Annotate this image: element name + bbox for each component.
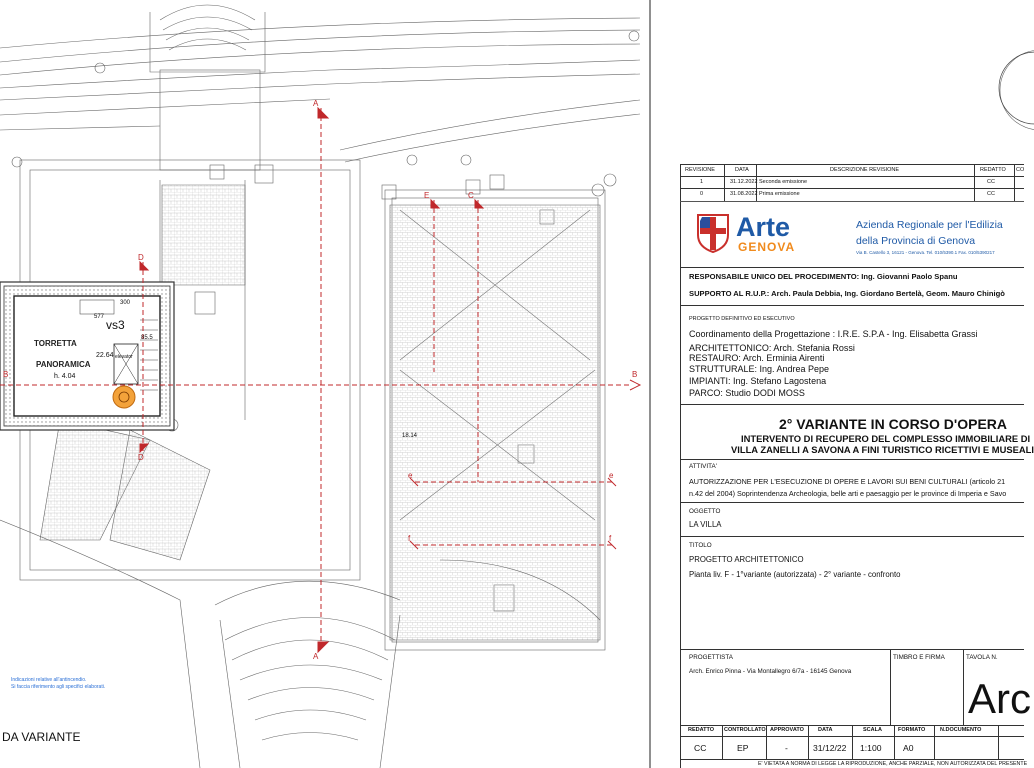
- footer-value-controllato: EP: [737, 743, 749, 753]
- rev-row1-desc: Seconda emissione: [759, 179, 808, 185]
- footer-value-redatto: CC: [694, 743, 707, 753]
- room-label-line1: TORRETTA: [34, 339, 77, 348]
- titolo-label: TITOLO: [689, 542, 712, 549]
- footer-value-formato: A0: [903, 743, 914, 753]
- fire-note-line2: Si faccia riferimento agli specifici elaborati.: [11, 684, 106, 690]
- attivita-label: ATTIVITA': [689, 463, 717, 470]
- rup-line: RESPONSABILE UNICO DEL PROCEDIMENTO: Ing. Giovanni Paolo Spanu: [689, 272, 958, 281]
- section-mark-d-bottom: D: [138, 453, 144, 462]
- room-label-line2: PANORAMICA: [36, 360, 91, 369]
- rev-row1-num: 1: [700, 179, 704, 185]
- title-block: [680, 164, 1034, 768]
- footer-value-approvato: -: [785, 743, 788, 753]
- dim-2: 300: [120, 300, 131, 306]
- dim-1: 577: [94, 314, 105, 320]
- agency-line1: Azienda Regionale per l'Edilizia: [856, 219, 1003, 231]
- rev-row1-date: 31.12.2022: [730, 179, 758, 185]
- fire-note-line1: Indicazioni relative all'antincendio.: [11, 677, 87, 683]
- rev-row2-redatto: CC: [987, 191, 995, 197]
- section-mark-f-right: f: [609, 534, 612, 543]
- oggetto-label: OGGETTO: [689, 508, 721, 515]
- stair-code: vs3: [106, 318, 125, 332]
- section-mark-a-top: A: [313, 99, 319, 108]
- tavola-value: Arc: [968, 675, 1031, 722]
- section-mark-b-right: B: [632, 370, 638, 379]
- section-mark-e-right: e: [609, 471, 614, 480]
- section-mark-a-bottom: A: [313, 652, 319, 661]
- fire-safety-icon: [113, 386, 135, 408]
- architettonico-line: ARCHITETTONICO: Arch. Stefania Rossi: [689, 343, 855, 353]
- elevator-label: elevator: [115, 354, 133, 360]
- footer-header-redatto: REDATTO: [688, 727, 715, 733]
- rev-row2-num: 0: [700, 191, 704, 197]
- room-height: h. 4.04: [54, 373, 76, 380]
- rev-row1-redatto: CC: [987, 179, 995, 185]
- agency-line2: della Provincia di Genova: [856, 235, 976, 247]
- section-mark-b-left: B: [3, 370, 9, 379]
- impianti-line: IMPIANTI: Ing. Stefano Lagostena: [689, 376, 827, 386]
- attivita-line1: AUTORIZZAZIONE PER L'ESECUZIONE DI OPERE E LAVORI SUI BENI CULTURALI (articolo 21: [689, 477, 1006, 486]
- section-mark-c: C: [468, 191, 474, 200]
- rev-row2-desc: Prima emissione: [759, 191, 800, 197]
- arte-genova-logo: [696, 213, 818, 255]
- section-mark-f-left: f: [408, 534, 411, 543]
- intervention-line1: INTERVENTO DI RECUPERO DEL COMPLESSO IMMOBILIARE DI: [741, 433, 1031, 444]
- rev-header-co: CO: [1016, 167, 1025, 173]
- section-mark-e: E: [424, 191, 430, 200]
- logo-word-arte: Arte: [736, 212, 791, 242]
- section-mark-e-left: e: [408, 471, 413, 480]
- progettista-label: PROGETTISTA: [689, 654, 733, 661]
- rev-header-redatto: REDATTO: [980, 167, 1006, 173]
- rev-row2-date: 31.08.2022: [730, 191, 758, 197]
- attivita-line2: n.42 del 2004) Soprintendenza Archeologia, belle arti e paesaggio per le province di Imperia e Savo: [689, 489, 1007, 498]
- footer-header-formato: FORMATO: [898, 727, 926, 733]
- footer-header-approvato: APPROVATO: [770, 727, 804, 733]
- agency-address: Via B. Castello 3, 16121 - Genova. Tel. 010/5390.1 Fax. 010/5390217: [856, 250, 995, 255]
- rev-header-data: DATA: [735, 167, 749, 173]
- footer-header-data: DATA: [818, 727, 833, 733]
- intervention-line2: VILLA ZANELLI A SAVONA A FINI TURISTICO RICETTIVI E MUSEALI: [731, 444, 1034, 455]
- footer-header-controllato: CONTROLLATO: [724, 727, 766, 733]
- parco-line: PARCO: Studio DODI MOSS: [689, 388, 805, 398]
- rev-header-revisione: REVISIONE: [685, 167, 715, 173]
- oggetto-value: LA VILLA: [689, 520, 722, 529]
- legal-note: E' VIETATA A NORMA DI LEGGE LA RIPRODUZIONE, ANCHE PARZIALE, NON AUTORIZZATA DEL PRESENTE: [758, 761, 1028, 767]
- timbro-label: TIMBRO E FIRMA: [893, 654, 945, 661]
- footer-header-ndocumento: N.DOCUMENTO: [940, 727, 982, 733]
- logo-word-genova: GENOVA: [738, 240, 796, 254]
- footer-value-scala: 1:100: [860, 743, 882, 753]
- strutturale-line: STRUTTURALE: Ing. Andrea Pepe: [689, 364, 830, 374]
- support-line: SUPPORTO AL R.U.P.: Arch. Paula Debbia, Ing. Giordano Bertelà, Geom. Mauro Chinigò: [689, 289, 1005, 298]
- titolo-line1: PROGETTO ARCHITETTONICO: [689, 555, 804, 564]
- project-phase: PROGETTO DEFINITIVO ED ESECUTIVO: [689, 316, 795, 322]
- coordination-line: Coordinamento della Progettazione : I.R.E. S.P.A - Ing. Elisabetta Grassi: [689, 329, 978, 339]
- dim-3: 85.5: [141, 335, 153, 341]
- progettista-value: Arch. Enrico Pinna - Via Montallegro 6/7a - 16145 Genova: [689, 668, 852, 675]
- bottom-label: DA VARIANTE: [2, 730, 81, 744]
- north-arrow-icon: [999, 52, 1034, 124]
- section-mark-d-top: D: [138, 253, 144, 262]
- level-mark: 18.14: [402, 433, 418, 439]
- variant-title: 2° VARIANTE IN CORSO D'OPERA: [779, 416, 1008, 432]
- restauro-line: RESTAURO: Arch. Erminia Airenti: [689, 353, 825, 363]
- rev-header-descrizione: DESCRIZIONE REVISIONE: [830, 167, 900, 173]
- shield-icon: [696, 213, 730, 253]
- tavola-label: TAVOLA N.: [966, 654, 998, 661]
- titolo-line2: Pianta liv. F - 1°variante (autorizzata) - 2° variante - confronto: [689, 570, 901, 579]
- footer-value-data: 31/12/22: [813, 743, 847, 753]
- room-level: 22.64: [96, 352, 114, 359]
- footer-header-scala: SCALA: [863, 727, 882, 733]
- torretta-room: [0, 282, 174, 430]
